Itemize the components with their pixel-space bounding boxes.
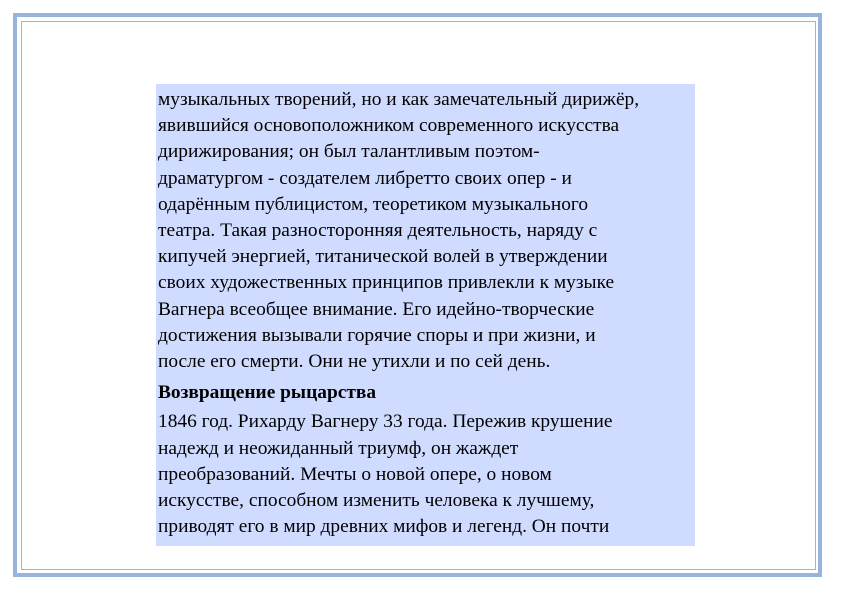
- paragraph-1: [158, 87, 693, 375]
- text-line: Вагнера всеобщее внимание. Его идейно-творческие: [158, 298, 595, 320]
- text-line: приводят его в мир древних мифов и легенд. Он почти: [158, 516, 610, 538]
- text-line: своих художественных принципов привлекли к музыке: [158, 272, 615, 294]
- text-line: музыкальных творений, но и как замечательный дирижёр,: [158, 89, 640, 110]
- text-line: драматургом - создателем либретто своих опер - и: [158, 167, 572, 189]
- section-heading: Возвращение рыцарства: [158, 382, 377, 404]
- text-line: кипучей энергией, титанической волей в утверждении: [158, 246, 608, 268]
- text-line: дирижирования; он был талантливым поэтом-: [158, 141, 540, 163]
- text-line: искусстве, способном изменить человека к лучшему,: [158, 490, 595, 512]
- text-line: одарённым публицистом, теоретиком музыкального: [158, 193, 589, 215]
- text-line: 1846 год. Рихарду Вагнеру 33 года. Пережив крушение: [158, 411, 613, 433]
- text-line: явившийся основоположником современного искусства: [158, 115, 620, 137]
- text-line: после его смерти. Они не утихли и по сей день.: [158, 351, 551, 373]
- text-line: надежд и неожиданный триумф, он жаждет: [158, 437, 519, 459]
- paragraph-2: [158, 409, 693, 540]
- text-line: театра. Такая разносторонняя деятельность, наряду с: [158, 220, 598, 242]
- text-line: преобразований. Мечты о новой опере, о новом: [158, 463, 552, 485]
- slide-text-block: [156, 84, 695, 546]
- text-line: достижения вызывали горячие споры и при жизни, и: [158, 324, 596, 346]
